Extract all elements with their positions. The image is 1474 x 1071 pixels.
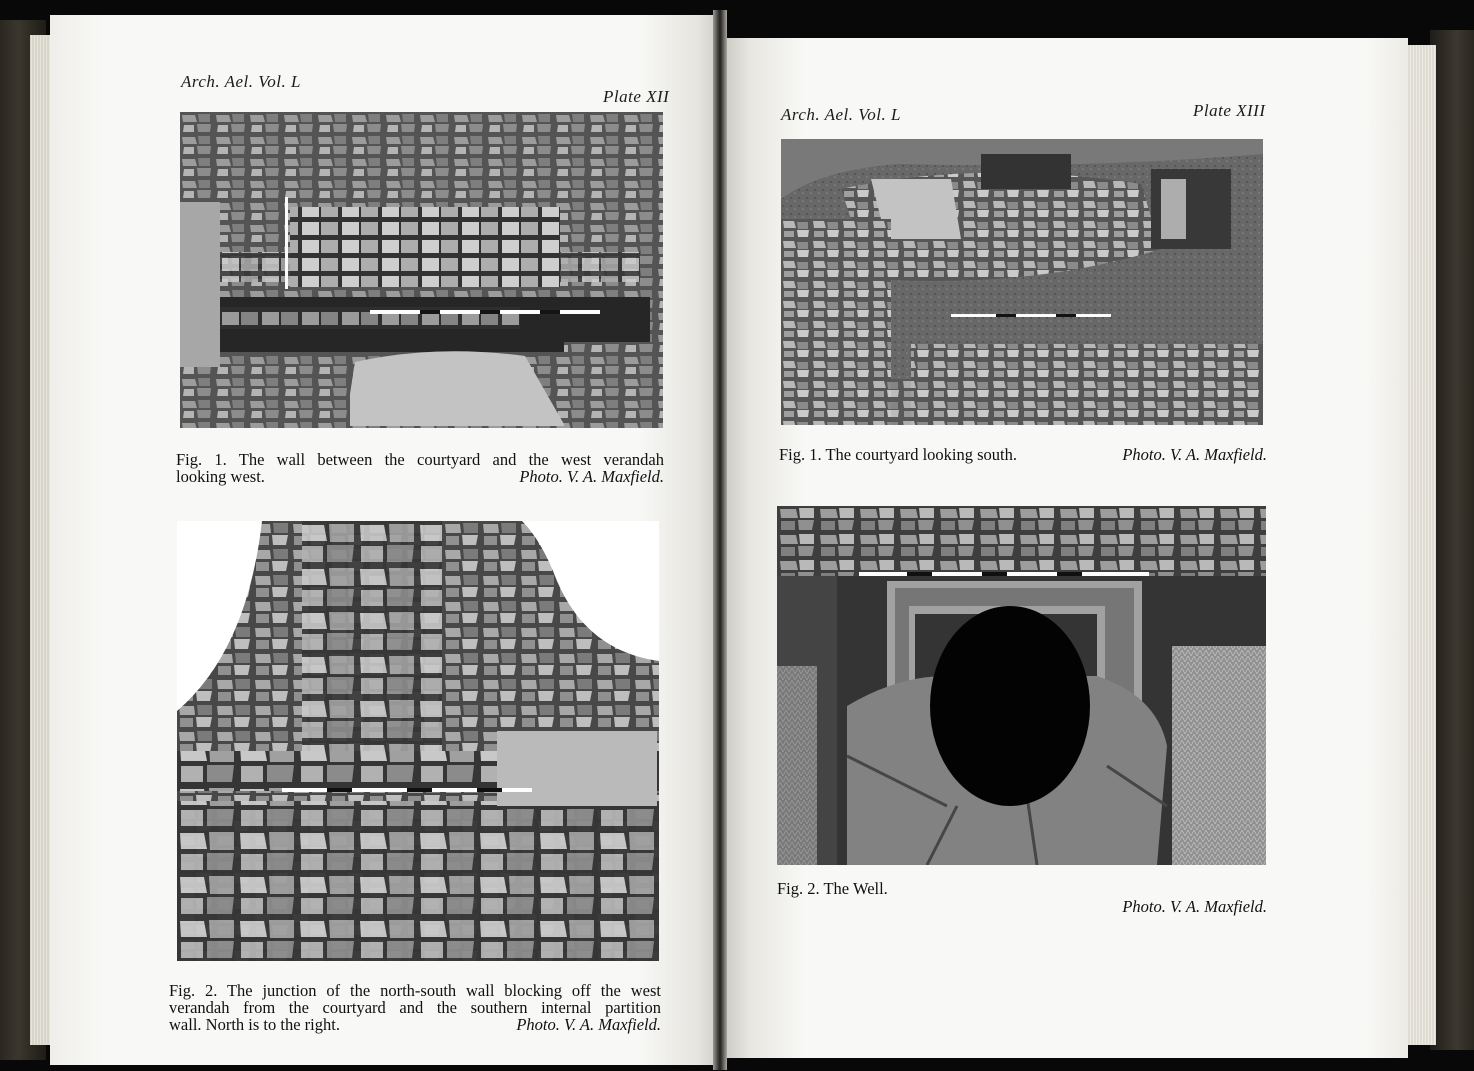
plate-xii-fig1-credit: Photo. V. A. Maxfield. [519,467,664,486]
plate-xii-fig2-photo [177,521,659,961]
page-edges-left [30,35,52,1045]
plate-xiii-fig2-photo [777,506,1266,865]
plate-xii-fig1-caption [176,451,664,485]
plate-xii-fig2-caption-line1: Fig. 2. The junction of the north-south wall blocking off the west [169,981,661,1000]
book-gutter [713,10,727,1070]
plate-xiii-fig1-caption-text: Fig. 1. The courtyard looking south. [779,445,1018,464]
plate-xiii-fig1-caption [779,446,1267,463]
left-header-plate: Plate XII [603,87,670,106]
plate-xii-fig1-caption-line1: Fig. 1. The wall between the courtyard and the west verandah [176,450,664,469]
plate-xiii-fig1-photo [781,139,1263,425]
plate-xii-fig2-credit: Photo. V. A. Maxfield. [516,1015,661,1034]
plate-xiii-fig1-credit: Photo. V. A. Maxfield. [1122,445,1267,464]
plate-xii-fig2-caption-line3: wall. North is to the right. [169,1015,340,1034]
left-header-journal: Arch. Ael. Vol. L [181,72,301,91]
plate-xiii-fig2-caption [777,880,1267,915]
plate-xii-fig2-caption-line2: verandah from the courtyard and the southern internal partition [169,998,661,1017]
plate-xii-fig1-photo [180,112,663,428]
plate-xiii-fig2-credit: Photo. V. A. Maxfield. [1122,897,1267,916]
plate-xii-fig2-caption [169,982,661,1033]
plate-xiii-fig2-caption-text: Fig. 2. The Well. [777,879,888,898]
right-header-journal: Arch. Ael. Vol. L [781,105,901,124]
plate-xii-fig1-caption-line2: looking west. [176,467,265,486]
book-cover-right [1430,30,1474,1050]
right-header-plate: Plate XIII [1193,101,1266,120]
